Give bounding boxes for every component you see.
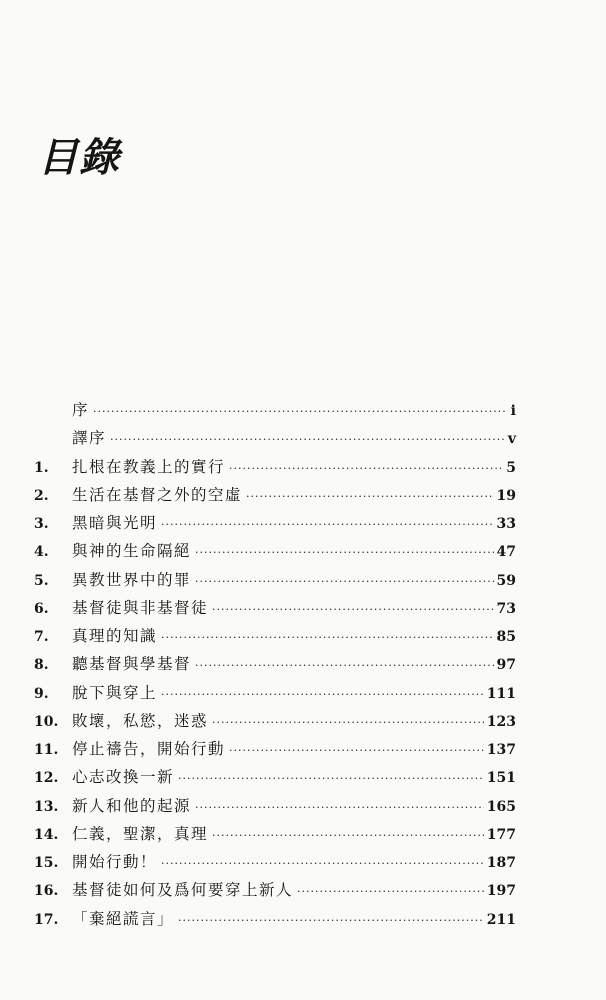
toc-dot-leader xyxy=(110,426,505,454)
toc-entry-number: 17. xyxy=(34,911,59,928)
toc-entry xyxy=(34,905,516,933)
toc-entry-page-number: 33 xyxy=(496,516,516,532)
toc-entry-number: 2. xyxy=(34,487,49,504)
toc-entry-number: 8. xyxy=(34,657,49,674)
toc-entry-title: 心志改換一新 xyxy=(72,768,175,787)
toc-entry-number: 6. xyxy=(34,600,49,617)
toc-entry-title: 異教世界中的罪 xyxy=(72,570,192,589)
toc-dot-leader xyxy=(212,709,484,737)
toc-entry-title: 停止禱告，開始行動 xyxy=(72,740,226,758)
toc-entry-number: 16. xyxy=(34,883,59,900)
toc-dot-leader xyxy=(195,539,494,567)
toc-dot-leader xyxy=(212,596,494,624)
toc-entry-page-number: 19 xyxy=(496,487,516,504)
toc-dot-leader xyxy=(195,568,494,596)
toc-entry xyxy=(34,622,516,650)
toc-entry-number: 3. xyxy=(34,516,49,532)
toc-entry-title: 新人和他的起源 xyxy=(72,796,192,815)
toc-entry-title: 生活在基督之外的空虛 xyxy=(72,485,243,504)
toc-entry xyxy=(34,876,516,904)
toc-entry xyxy=(34,820,516,848)
toc-entry-number: 4. xyxy=(34,544,49,561)
toc-entry xyxy=(34,679,516,707)
toc-entry xyxy=(34,594,516,622)
toc-entry-page-number: 47 xyxy=(496,544,516,561)
toc-entry-title: 開始行動！ xyxy=(72,853,158,871)
toc-entry-page-number: 85 xyxy=(496,629,516,645)
toc-dot-leader xyxy=(212,822,484,850)
toc-entry-title: 黑暗與光明 xyxy=(72,514,158,532)
toc-entry-number: 9. xyxy=(34,685,49,702)
toc-entry-page-number: 197 xyxy=(486,883,516,900)
toc-entry-page-number: 111 xyxy=(486,685,516,702)
toc-entry-title: 基督徒與非基督徒 xyxy=(72,598,209,617)
toc-entry-title: 序 xyxy=(72,401,90,419)
toc-dot-leader xyxy=(178,907,484,935)
toc-dot-leader xyxy=(161,624,494,652)
toc-entry-number: 1. xyxy=(34,459,49,476)
toc-dot-leader xyxy=(195,794,484,822)
toc-entry xyxy=(34,792,516,820)
toc-entry-number: 5. xyxy=(34,572,49,589)
toc-entry-number: 13. xyxy=(34,798,59,815)
toc-entry-page-number: 151 xyxy=(486,770,516,787)
toc-entry-number: 14. xyxy=(34,826,59,843)
toc-entry xyxy=(34,396,516,424)
toc-entry-title: 「棄絕謊言」 xyxy=(72,909,175,928)
toc-entry xyxy=(34,537,516,565)
toc-entry-page-number: v xyxy=(507,431,516,448)
toc-entry-title: 與神的生命隔絕 xyxy=(72,542,192,561)
toc-entry xyxy=(34,763,516,791)
toc-entry-title: 譯序 xyxy=(72,429,107,448)
toc-dot-leader xyxy=(246,483,494,511)
toc-dot-leader xyxy=(161,511,494,539)
toc-entry-page-number: i xyxy=(510,403,516,419)
toc-entry xyxy=(34,707,516,735)
page-title: 目錄 xyxy=(38,135,120,181)
table-of-contents xyxy=(34,396,516,933)
toc-entry xyxy=(34,509,516,537)
toc-entry-page-number: 187 xyxy=(486,855,516,871)
toc-entry-number: 10. xyxy=(34,713,59,730)
toc-entry-number: 7. xyxy=(34,629,49,645)
toc-entry xyxy=(34,650,516,678)
toc-entry-title: 仁義，聖潔，真理 xyxy=(72,824,209,843)
toc-entry-number: 15. xyxy=(34,855,59,871)
toc-entry-number: 11. xyxy=(34,742,59,758)
toc-entry xyxy=(34,481,516,509)
toc-dot-leader xyxy=(229,737,484,765)
toc-entry-page-number: 123 xyxy=(486,713,516,730)
toc-entry-page-number: 73 xyxy=(496,600,516,617)
toc-entry-page-number: 5 xyxy=(506,459,516,476)
toc-dot-leader xyxy=(178,765,484,793)
toc-entry xyxy=(34,848,516,876)
toc-entry xyxy=(34,453,516,481)
toc-entry xyxy=(34,424,516,452)
toc-entry-page-number: 177 xyxy=(486,826,516,843)
toc-entry-title: 脫下與穿上 xyxy=(72,683,158,702)
toc-dot-leader xyxy=(195,652,494,680)
toc-entry xyxy=(34,735,516,763)
toc-entry-page-number: 137 xyxy=(486,742,516,758)
toc-dot-leader xyxy=(93,398,508,426)
toc-entry-page-number: 165 xyxy=(486,798,516,815)
toc-entry-number: 12. xyxy=(34,770,59,787)
toc-entry-title: 基督徒如何及爲何要穿上新人 xyxy=(72,881,294,900)
toc-entry xyxy=(34,566,516,594)
toc-entry-page-number: 97 xyxy=(496,657,516,674)
toc-dot-leader xyxy=(297,878,484,906)
toc-entry-page-number: 211 xyxy=(486,911,516,928)
toc-entry-title: 聽基督與學基督 xyxy=(72,655,192,674)
toc-entry-title: 敗壞，私慾，迷惑 xyxy=(72,711,209,730)
toc-dot-leader xyxy=(161,850,484,878)
toc-entry-title: 扎根在教義上的實行 xyxy=(72,457,226,476)
toc-dot-leader xyxy=(161,681,484,709)
toc-entry-page-number: 59 xyxy=(496,572,516,589)
toc-dot-leader xyxy=(229,455,503,483)
toc-entry-title: 真理的知識 xyxy=(72,627,158,645)
